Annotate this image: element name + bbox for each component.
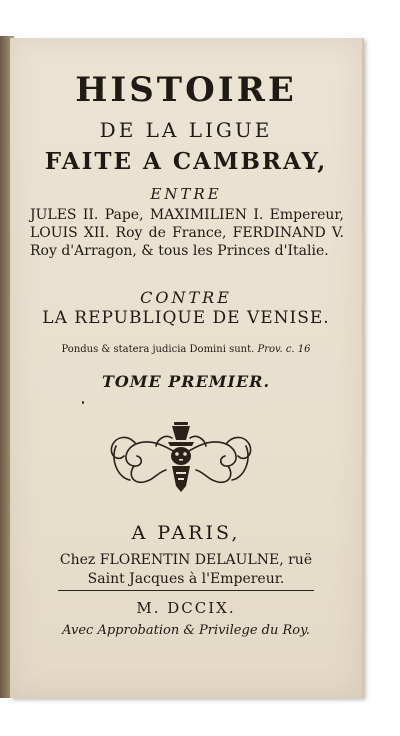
- motto-text: Pondus & statera judicia Domini sunt.: [61, 344, 255, 355]
- volume-label: TOME PREMIER.: [101, 372, 271, 391]
- ornament-icon: [106, 416, 256, 498]
- imprint-rule: [58, 590, 314, 591]
- title-line-1: HISTOIRE: [75, 70, 297, 110]
- entre-label: ENTRE: [150, 185, 222, 203]
- imprint-privilege: Avec Approbation & Privilege du Roy.: [62, 623, 310, 638]
- ink-speck: [82, 401, 84, 404]
- title-page: [10, 38, 364, 698]
- motto-line: [10, 344, 362, 355]
- contre-label: CONTRE: [140, 288, 232, 307]
- parties-paragraph: JULES II. Pape, MAXIMILIEN I. Empereur, LOUIS XII. Roy de France, FERDINAND V. Roy d'Arragon, & tous les Princes d'Italie.: [30, 207, 344, 259]
- imprint-publisher: Chez FLORENTIN DELAULNE, ruë: [59, 552, 313, 568]
- motto-reference: Prov. c. 16: [257, 344, 311, 355]
- republique-line: LA REPUBLIQUE DE VENISE.: [42, 308, 330, 328]
- imprint-address: Saint Jacques à l'Empereur.: [87, 571, 285, 587]
- imprint-city: A PARIS,: [131, 522, 241, 544]
- title-line-2: DE LA LIGUE: [99, 118, 273, 142]
- imprint-date: M. DCCIX.: [136, 599, 236, 617]
- title-line-3: FAITE A CAMBRAY,: [44, 148, 328, 175]
